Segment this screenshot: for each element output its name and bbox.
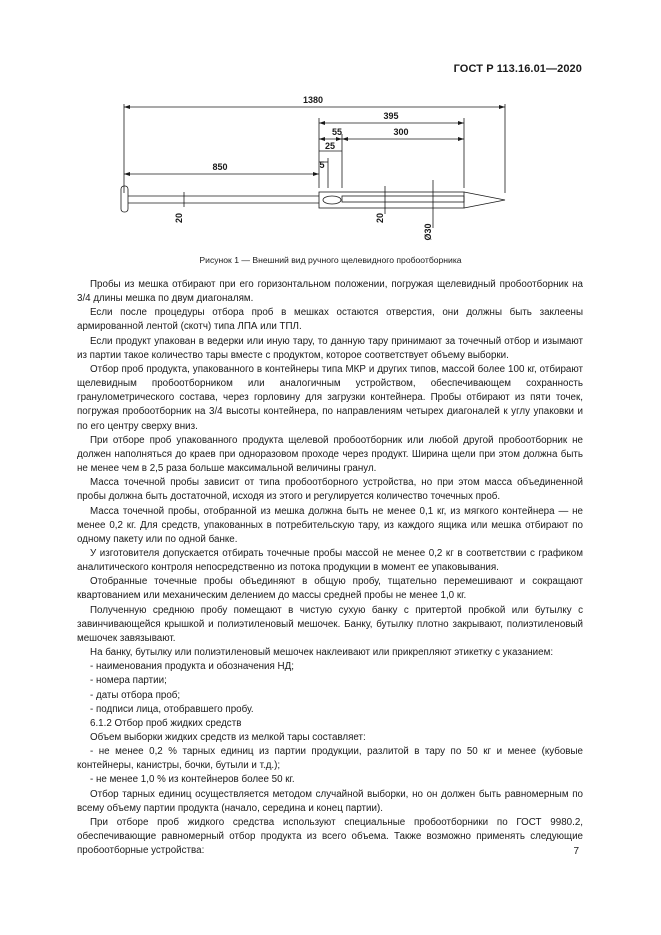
dim-25-label: 25 (324, 141, 336, 151)
dim-diameter-label: Ø30 (423, 223, 433, 241)
paragraph: На банку, бутылку или полиэтиленовый мешочек наклеивают или прикрепляют этикетку с указанием: (90, 647, 554, 659)
paragraph: У изготовителя допускается отбирать точечные пробы массой не менее 0,2 кг в соответствии с графиком аналитического контроля непосредственно из потока продукции в момент ее упаковывания. (77, 547, 583, 574)
list-item: - подписи лица, отобравшего пробу. (90, 703, 254, 715)
paragraph: Отбор проб продукта, упакованного в контейнеры типа МКР и других типов, массой более 100 кг, отбирают щелевидным пробоотборником или аналогичным устройством, обеспечивающем сохранность гранулометрического состава, через горловину для загрузки контейнера. Пробы отбирают из пяти точек, погружая пробоотборник на 3/4 высоты контейнера, по направлениям четырех диагоналей к углу упаковки и по его центру сверху вниз. (77, 363, 583, 432)
paragraph: Если продукт упакован в ведерки или иную тару, то данную тару принимают за точечный отбор и изымают из партии такое количество тары вместе с продуктом, которое соответствует объему выборки. (77, 335, 583, 361)
paragraph: Объем выборки жидких средств из мелкой тары составляет: (90, 732, 366, 743)
paragraph: Отбор тарных единиц осуществляется методом случайной выборки, но он должен быть равномерным по всему объему партии продукта (начало, середина и конец партии). (77, 788, 583, 814)
paragraph: При отборе проб жидкого средства используют специальные пробоотборники по ГОСТ 9980.2, обеспечивающие равномерный отбор продукта из всего объема. Также возможно применять следующие пробоотборные устройства: (77, 816, 583, 857)
paragraph: Полученную среднюю пробу помещают в чистую сухую банку с притертой пробкой или бутылку с завинчивающейся крышкой и полиэтиленовый мешочек. Банку, бутылку плотно закрывают, полиэтиленовый мешочек завязывают. (77, 604, 583, 644)
standard-designation: ГОСТ Р 113.16.01—2020 (453, 63, 582, 75)
paragraph: Пробы из мешка отбирают при его горизонтальном положении, погружая щелевидный пробоотборник на 3/4 длины мешка по двум диагоналям. (77, 279, 583, 305)
section-heading: 6.1.2 Отбор проб жидких средств (90, 717, 242, 729)
paragraph: При отборе проб упакованного продукта щелевой пробоотборник или любой другой пробоотборник не должен наполняться до краев при одноразовом проходе через продукт. Ширина щели при этом должна быть не менее чем в 2,5 раза больше максимальной величины гранул. (77, 434, 583, 475)
body-text (77, 278, 583, 858)
sampler-drawing (100, 88, 520, 248)
dim-55-label: 55 (331, 127, 343, 137)
figure-caption: Рисунок 1 — Внешний вид ручного щелевидного пробоотборника (199, 255, 462, 265)
dim-850-label: 850 (212, 162, 228, 172)
list-item: - не менее 1,0 % из контейнеров более 50 кг. (90, 774, 295, 786)
list-item: - даты отбора проб; (90, 689, 181, 701)
list-item: - наименования продукта и обозначения НД; (90, 661, 294, 673)
dim-20-left-label: 20 (174, 212, 184, 224)
dim-395-label: 395 (383, 111, 399, 121)
dim-5-label: 5 (319, 160, 325, 170)
page-number: 7 (573, 846, 579, 857)
sampler-drawing-svg (100, 88, 520, 248)
dim-300-label: 300 (393, 127, 409, 137)
paragraph: Отобранные точечные пробы объединяют в общую пробу, тщательно перемешивают и сокращают квартованием или механическим делением до массы средней пробы не менее 1,0 кг. (77, 576, 583, 602)
dim-total-label: 1380 (302, 95, 324, 105)
list-item: - номера партии; (90, 675, 167, 687)
paragraph: Если после процедуры отбора проб в мешках остаются отверстия, они должны быть заклеены армированной лентой (скотч) типа ЛПА или ТПЛ. (77, 307, 583, 333)
dim-20-right-label: 20 (375, 212, 385, 224)
paragraph: Масса точечной пробы зависит от типа пробоотборного устройства, но при этом масса объединенной пробы должна быть достаточной, исходя из этого и регулируется количество точечных проб. (77, 477, 583, 503)
list-item: - не менее 0,2 % тарных единиц из партии продукции, разлитой в тару по 50 кг и менее (кубовые контейнеры, канистры, бочки, бутыли и т.д.); (77, 746, 583, 772)
paragraph: Масса точечной пробы, отобранной из мешка должна быть не менее 0,1 кг, из мягкого контейнера — не менее 0,2 кг. Для средств, упакованных в потребительскую тару, из каждого ящика или мешка отбирают по одному пакету или по одной банке. (77, 505, 583, 545)
